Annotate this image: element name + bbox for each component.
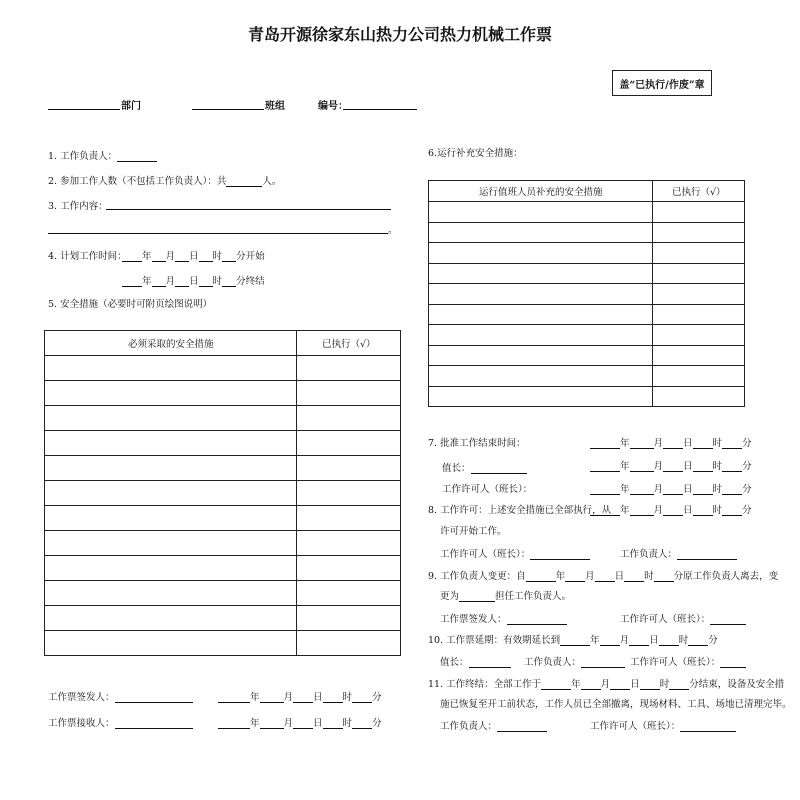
item-8-permit: 8. 工作许可：上述安全措施已全部执行，从 (428, 505, 612, 516)
left-table-row (45, 381, 401, 406)
item-7-time-2: 年 月 日 时 分 (590, 458, 752, 472)
left-table-done-cell[interactable] (297, 556, 401, 581)
left-table-row (45, 631, 401, 656)
left-table-measure-cell[interactable] (45, 406, 297, 431)
right-table-measure-cell[interactable] (429, 304, 653, 325)
right-table-measure-cell[interactable] (429, 325, 653, 346)
right-table-measure-cell[interactable] (429, 222, 653, 243)
table-header-measure-right: 运行值班人员补充的安全措施 (429, 181, 653, 202)
right-table-row (429, 366, 745, 387)
left-table-row (45, 506, 401, 531)
item-8-permit-person: 工作许可人（班长）： (440, 546, 590, 560)
right-table-done-cell[interactable] (653, 202, 745, 223)
right-table-done-cell[interactable] (653, 345, 745, 366)
item-7-approve-end: 7. 批准工作结束时间： (428, 438, 526, 449)
right-table-row (429, 284, 745, 305)
team-label: 班组 (265, 101, 285, 112)
right-table-done-cell[interactable] (653, 243, 745, 264)
left-table-row (45, 406, 401, 431)
left-table-done-cell[interactable] (297, 481, 401, 506)
left-table-done-cell[interactable] (297, 431, 401, 456)
left-issue-time: 年 月 日 时 分 (218, 689, 382, 703)
right-table-done-cell[interactable] (653, 263, 745, 284)
left-receiver: 工作票接收人： (48, 715, 193, 729)
planned-end-time: 年 月 日 时 分终结 (122, 273, 265, 287)
planned-start-time: 年 月 日 时 分开始 (122, 248, 265, 262)
item-7-time-3: 年 月 日 时 分 (590, 481, 752, 495)
item-7-time-1: 年 月 日 时 分 (590, 435, 752, 449)
left-table-row (45, 581, 401, 606)
left-table-measure-cell[interactable] (45, 606, 297, 631)
item-5-safety-measures: 5. 安全措施（必要时可附页绘图说明） (48, 299, 213, 310)
item-10-duty-chief: 值长： (440, 654, 511, 668)
right-table-measure-cell[interactable] (429, 386, 653, 407)
table-header-measure: 必须采取的安全措施 (45, 331, 297, 356)
left-table-measure-cell[interactable] (45, 581, 297, 606)
right-table-row (429, 345, 745, 366)
right-table-row (429, 386, 745, 407)
left-table-row (45, 431, 401, 456)
left-table-measure-cell[interactable] (45, 356, 297, 381)
table-header-done-right: 已执行（√） (653, 181, 745, 202)
item-8-work-leader: 工作负责人： (620, 546, 737, 560)
item-9-leader-change: 9. 工作负责人变更：自 年 月 日 时 分原工作负责人离去，变 (428, 571, 779, 582)
left-table-measure-cell[interactable] (45, 531, 297, 556)
stamp-box: 盖“已执行/作废”章 (612, 70, 712, 96)
right-table-measure-cell[interactable] (429, 243, 653, 264)
item-4-planned-time: 4. 计划工作时间： (48, 251, 127, 262)
left-table-row (45, 606, 401, 631)
item-3-work-content: 3. 工作内容： (48, 201, 108, 212)
item-8-time: 年 月 日 时 分 (590, 502, 752, 516)
left-table-measure-cell[interactable] (45, 506, 297, 531)
left-table-done-cell[interactable] (297, 531, 401, 556)
left-table-row (45, 531, 401, 556)
left-table-done-cell[interactable] (297, 356, 401, 381)
right-table-measure-cell[interactable] (429, 345, 653, 366)
right-table-measure-cell[interactable] (429, 263, 653, 284)
right-table-measure-cell[interactable] (429, 366, 653, 387)
left-table-done-cell[interactable] (297, 506, 401, 531)
left-table-done-cell[interactable] (297, 631, 401, 656)
right-table-done-cell[interactable] (653, 304, 745, 325)
right-table-done-cell[interactable] (653, 366, 745, 387)
left-table-measure-cell[interactable] (45, 456, 297, 481)
left-table-measure-cell[interactable] (45, 556, 297, 581)
left-table-measure-cell[interactable] (45, 381, 297, 406)
item-9-permit-person: 工作许可人（班长）： (620, 611, 746, 625)
item-7-permit-person: 工作许可人（班长）： (442, 484, 533, 495)
item-11-permit-person: 工作许可人（班长）： (590, 718, 736, 732)
right-table-done-cell[interactable] (653, 386, 745, 407)
item-9-new-leader: 更为 担任工作负责人。 (440, 591, 572, 602)
item-2-worker-count: 2. 参加工作人数（不包括工作负责人）：共 人。 (48, 176, 282, 187)
right-table-row (429, 222, 745, 243)
item-10-extension: 10. 工作票延期：有效期延长到 年 月 日 时 分 (428, 635, 718, 646)
item-1-work-leader: 1. 工作负责人： (48, 148, 157, 162)
left-table-done-cell[interactable] (297, 581, 401, 606)
left-table-measure-cell[interactable] (45, 631, 297, 656)
left-safety-table (44, 330, 401, 656)
right-table-done-cell[interactable] (653, 325, 745, 346)
left-table-row (45, 481, 401, 506)
left-table-done-cell[interactable] (297, 606, 401, 631)
dept-label: 部门 (121, 101, 141, 112)
left-table-row (45, 556, 401, 581)
page-title: 青岛开源徐家东山热力公司热力机械工作票 (247, 25, 552, 44)
left-table-measure-cell[interactable] (45, 481, 297, 506)
right-table-done-cell[interactable] (653, 222, 745, 243)
right-table-row (429, 304, 745, 325)
item-11-work-end: 11. 工作终结：全部工作于 年 月 日 时 分结束，设备及安全措 (428, 679, 785, 690)
number-label: 编号： (318, 101, 348, 112)
left-table-row (45, 356, 401, 381)
left-table-done-cell[interactable] (297, 456, 401, 481)
item-10-permit-person: 工作许可人（班长）： (630, 654, 746, 668)
left-table-measure-cell[interactable] (45, 431, 297, 456)
left-receive-time: 年 月 日 时 分 (218, 715, 382, 729)
item-10-work-leader: 工作负责人： (524, 654, 625, 668)
item-11-work-leader: 工作负责人： (440, 718, 547, 732)
item-7-duty-chief: 值长： (442, 460, 527, 474)
right-table-measure-cell[interactable] (429, 202, 653, 223)
item-9-issuer: 工作票签发人： (440, 611, 567, 625)
right-safety-table (428, 180, 745, 407)
left-table-done-cell[interactable] (297, 381, 401, 406)
right-table-row (429, 263, 745, 284)
right-table-row (429, 243, 745, 264)
left-issuer: 工作票签发人： (48, 689, 193, 703)
left-table-row (45, 456, 401, 481)
right-table-row (429, 202, 745, 223)
left-table-done-cell[interactable] (297, 406, 401, 431)
right-table-measure-cell[interactable] (429, 284, 653, 305)
right-table-row (429, 325, 745, 346)
right-table-done-cell[interactable] (653, 284, 745, 305)
item-6-supplement: 6.运行补充安全措施： (428, 148, 523, 159)
table-header-done: 已执行（√） (297, 331, 401, 356)
